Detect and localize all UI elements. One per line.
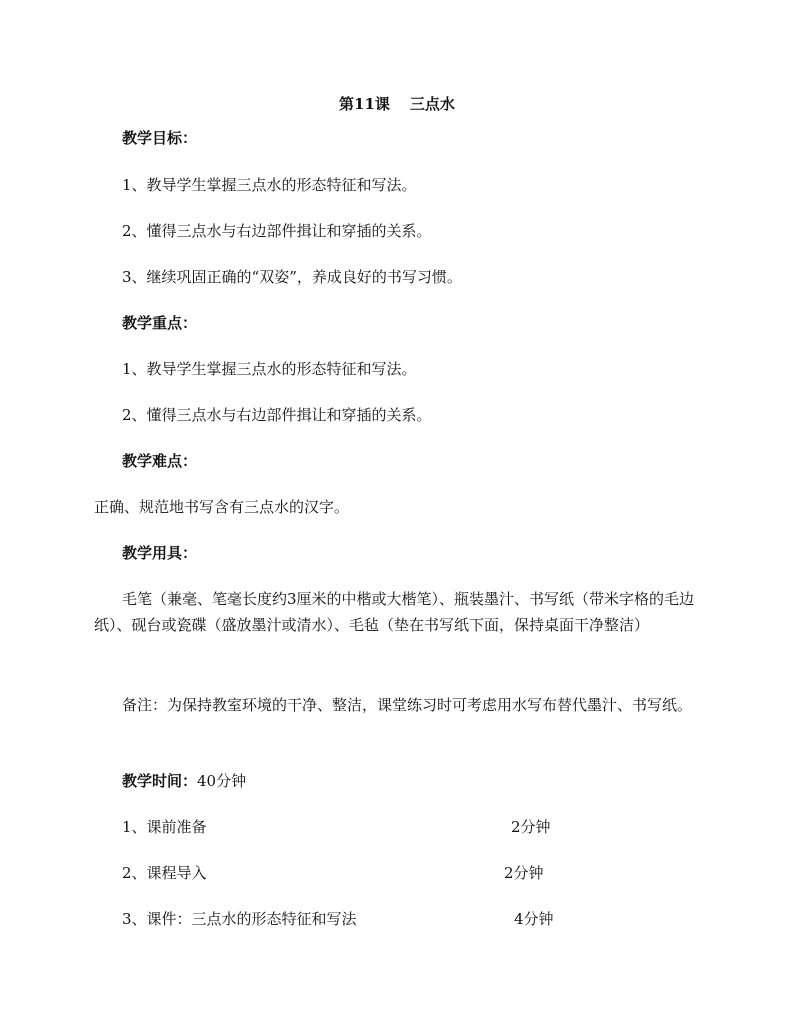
- schedule-duration: 2分钟: [504, 864, 544, 882]
- tools-text: 毛笔（兼毫、笔毫长度约3厘米的中楷或大楷笔）、瓶装墨汁、书写纸（带米字格的毛边纸）、砚台或瓷碟（盛放墨汁或清水）、毛毡（垫在书写纸下面，保持桌面干净整洁）: [94, 590, 695, 634]
- difficulties-text: 正确、规范地书写含有三点水的汉字。: [94, 498, 350, 516]
- difficulties-heading: 教学难点：: [122, 452, 198, 470]
- key-points-heading: 教学重点：: [122, 314, 198, 332]
- schedule-item: 3、课件：三点水的形态特征和写法: [122, 910, 357, 928]
- tools-heading: 教学用具：: [122, 544, 198, 562]
- key-point-item: 1、教导学生掌握三点水的形态特征和写法。: [122, 360, 417, 378]
- tools-note: 备注：为保持教室环境的干净、整洁，课堂练习时可考虑用水写布替代墨汁、书写纸。: [122, 696, 693, 714]
- objective-item: 3、继续巩固正确的“双姿”，养成良好的书写习惯。: [122, 268, 462, 286]
- objective-item: 2、懂得三点水与右边部件揖让和穿插的关系。: [122, 222, 432, 240]
- schedule-duration: 4分钟: [514, 910, 554, 928]
- objective-item: 1、教导学生掌握三点水的形态特征和写法。: [122, 176, 417, 194]
- teaching-time-label: 教学时间：: [122, 772, 198, 790]
- key-point-item: 2、懂得三点水与右边部件揖让和穿插的关系。: [122, 406, 432, 424]
- schedule-duration: 2分钟: [511, 818, 551, 836]
- objectives-heading: 教学目标：: [122, 129, 198, 147]
- lesson-number: 第11课: [339, 95, 390, 113]
- schedule-item: 2、课程导入: [122, 864, 207, 882]
- lesson-name: 三点水: [409, 95, 455, 113]
- lesson-title: [0, 93, 794, 115]
- teaching-time-value: 40分钟: [197, 772, 247, 790]
- teaching-time: [122, 770, 246, 792]
- schedule-item: 1、课前准备: [122, 818, 207, 836]
